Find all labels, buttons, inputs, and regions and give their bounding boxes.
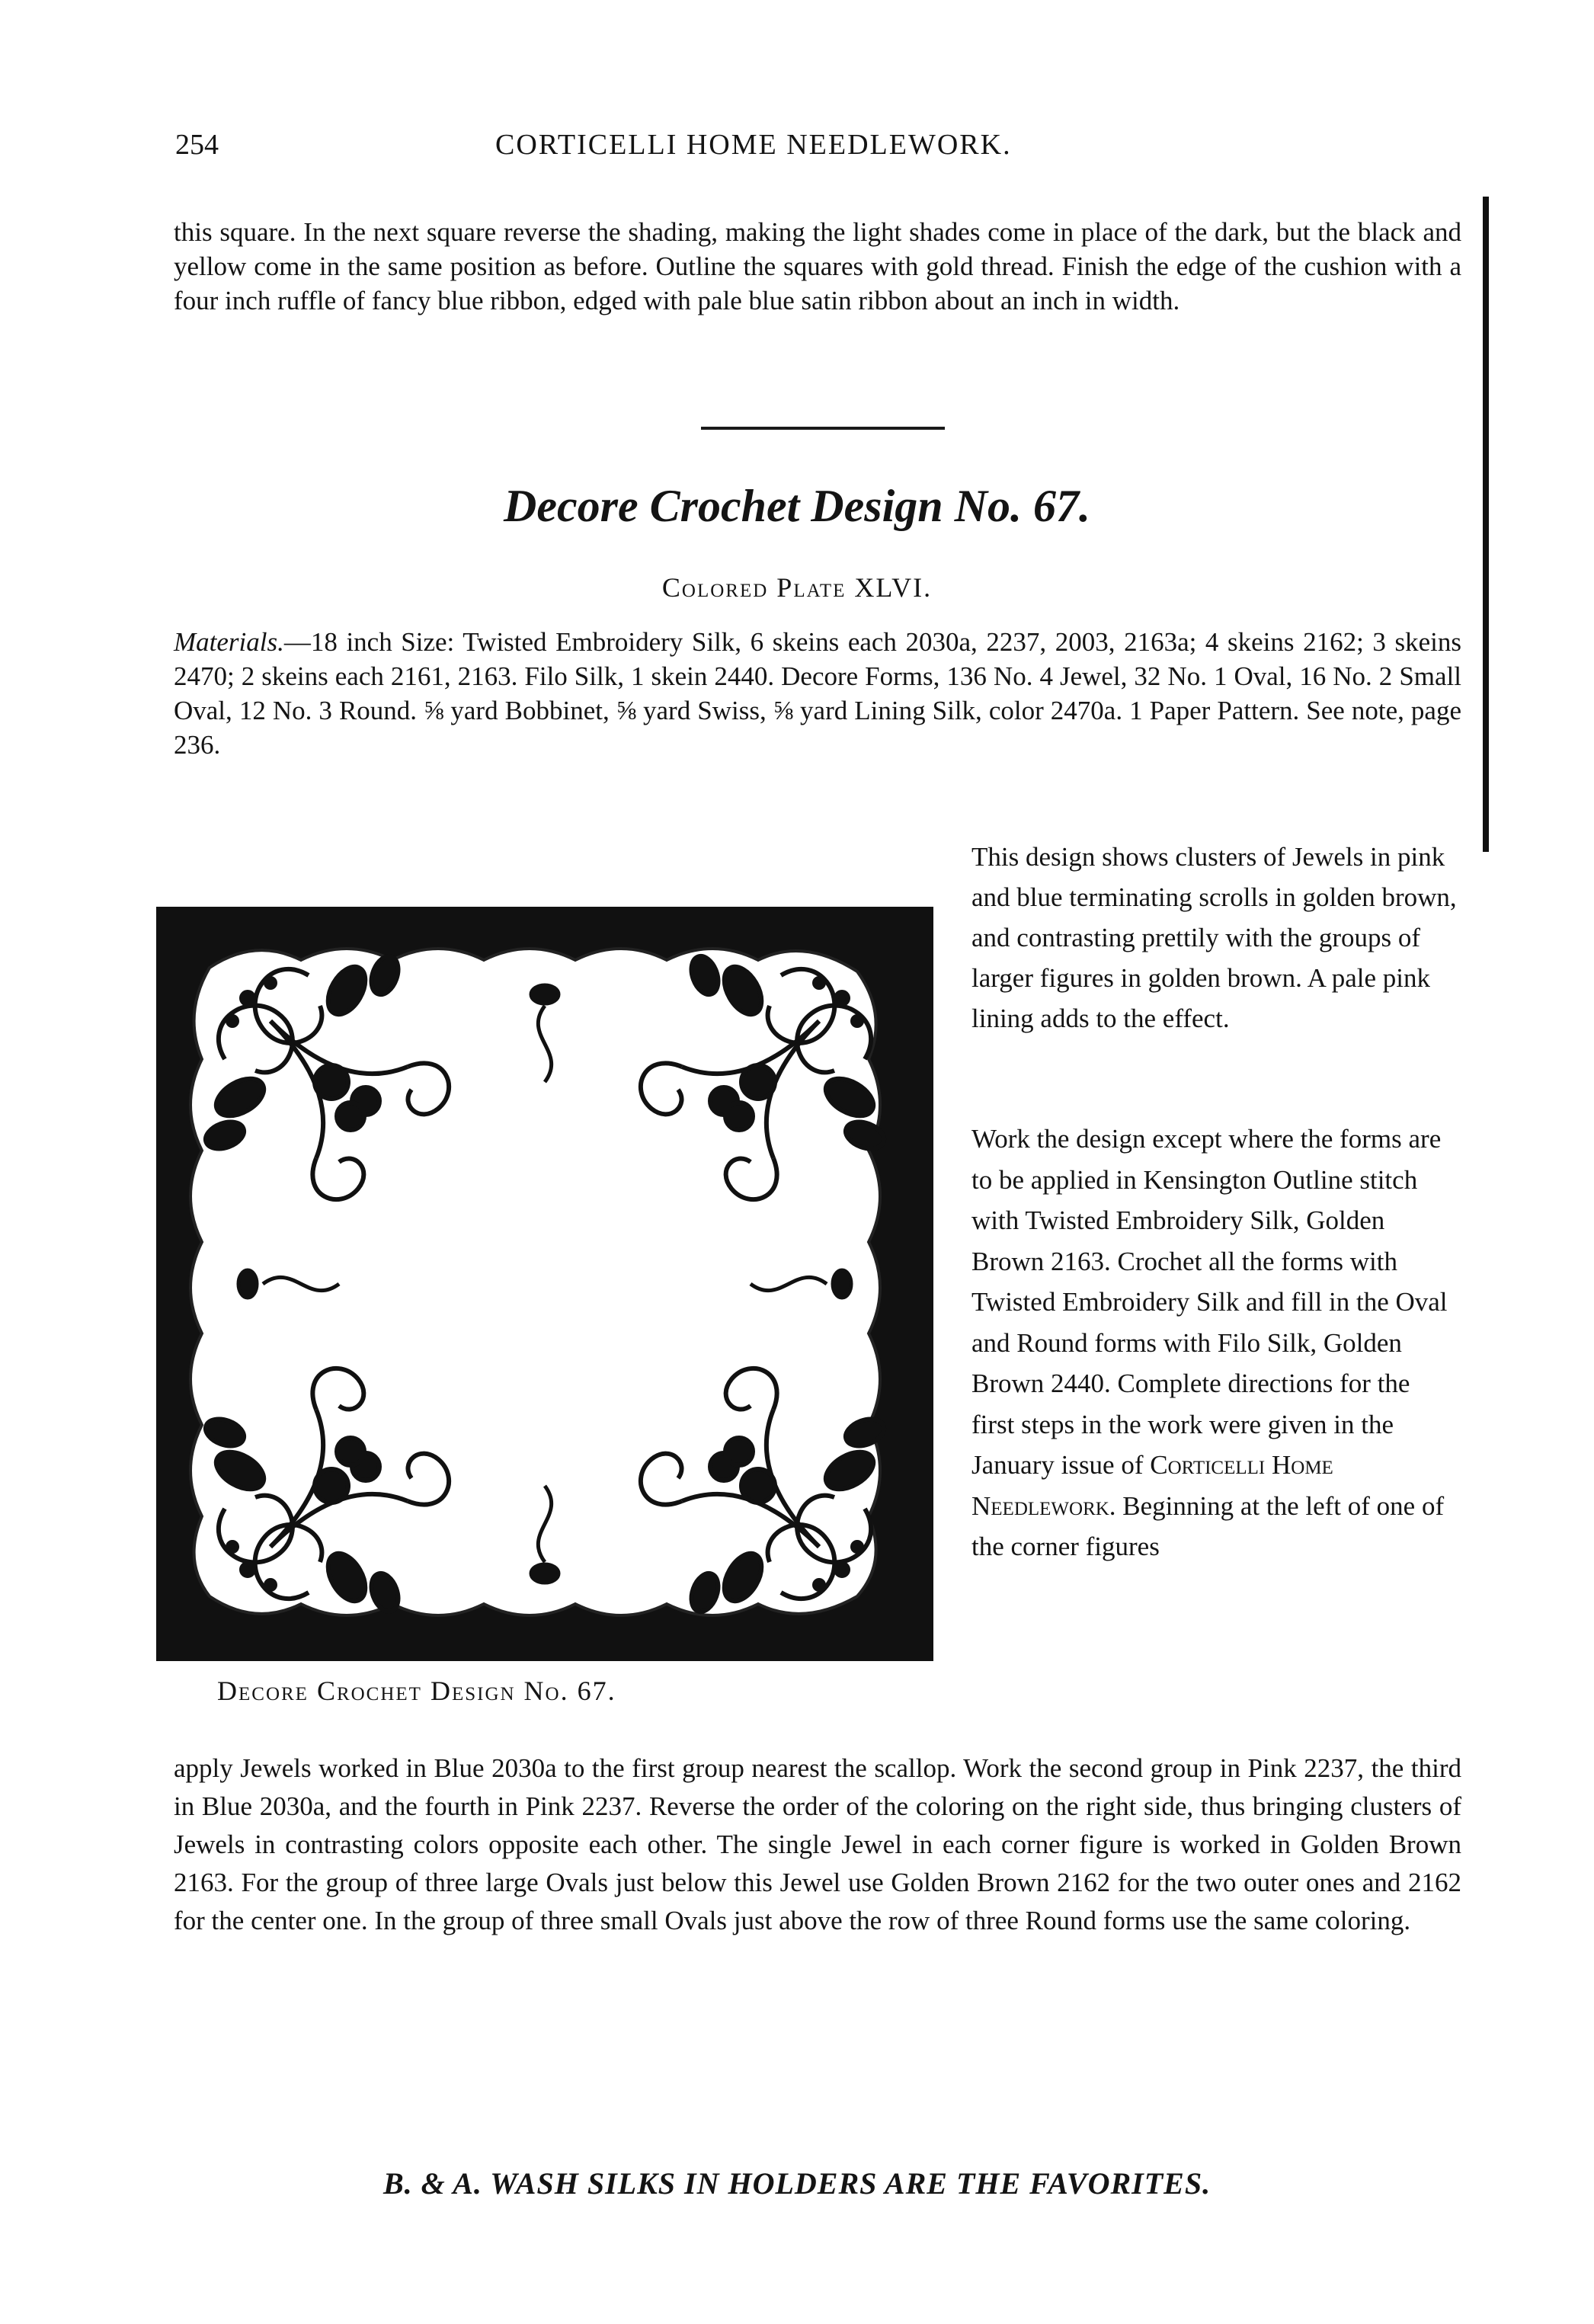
- figure-caption: Decore Crochet Design No. 67.: [217, 1676, 616, 1706]
- magazine-name: Corticelli Home Needlework: [971, 1450, 1333, 1521]
- description-paragraph-2: [971, 1119, 1459, 1567]
- description-p2-end: . Beginning at the left of one of the corner figures: [971, 1490, 1445, 1561]
- running-title: CORTICELLI HOME NEEDLEWORK.: [495, 129, 1012, 161]
- materials-text: —18 inch Size: Twisted Embroidery Silk, 6 skeins each 2030a, 2237, 2003, 2163a; 4 skeins 2162; 3 skeins 2470; 2 skeins each 2161, 2163. Filo Silk, 1 skein 2440. Decore Forms, 136 No. 4 Jewel, 32 No. 1 Oval, 16 No. 2 Small Oval, 12 No. 3 Round. ⅝ yard Bobbinet, ⅝ yard Swiss, ⅝ yard Lining Silk, color 2470a. 1 Paper Pattern. See note, page 236.: [174, 627, 1461, 760]
- footer-advertisement: B. & A. WASH SILKS IN HOLDERS ARE THE FAVORITES.: [382, 2166, 1212, 2201]
- section-divider: [701, 427, 945, 430]
- design-illustration: [156, 907, 933, 1661]
- description-paragraph-1: This design shows clusters of Jewels in pink and blue terminating scrolls in golden brown, and contrasting prettily with the groups of larger figures in golden brown. A pale pink lining adds to the effect.: [971, 842, 1457, 1033]
- materials-lead: Materials.: [174, 627, 284, 657]
- lace-square-image: [156, 907, 933, 1661]
- page-number: 254: [175, 129, 219, 161]
- page-header: [175, 128, 1471, 174]
- plate-label: Colored Plate XLVI.: [661, 572, 933, 603]
- design-title: Decore Crochet Design No. 67.: [504, 481, 1090, 531]
- intro-paragraph: this square. In the next square reverse the shading, making the light shades come in place of the dark, but the black and yellow come in the same position as before. Outline the squares with gold thread. Finish the edge of the cushion with a four inch ruffle of fancy blue ribbon, edged with pale blue satin ribbon about an inch in width.: [174, 217, 1461, 315]
- materials-paragraph: [174, 625, 1461, 762]
- description-paragraph-3: apply Jewels worked in Blue 2030a to the first group nearest the scallop. Work the second group in Pink 2237, the third in Blue 2030a, and the fourth in Pink 2237. Reverse the order of the coloring on the right side, thus bringing clusters of Jewels in contrasting colors opposite each other. The single Jewel in each corner figure is worked in Golden Brown 2163. For the group of three large Ovals just below this Jewel use Golden Brown 2162 for the two outer ones and 2162 for the center one. In the group of three small Ovals just above the row of three Round forms use the same coloring.: [174, 1753, 1461, 1935]
- description-p2-start: Work the design except where the forms are to be applied in Kensington Outline stitch with Twisted Embroidery Silk, Golden Brown 2163. Crochet all the forms with Twisted Embroidery Silk and fill in the Oval and Round forms with Filo Silk, Golden Brown 2440. Complete directions for the first steps in the work were given in the January issue of: [971, 1124, 1448, 1480]
